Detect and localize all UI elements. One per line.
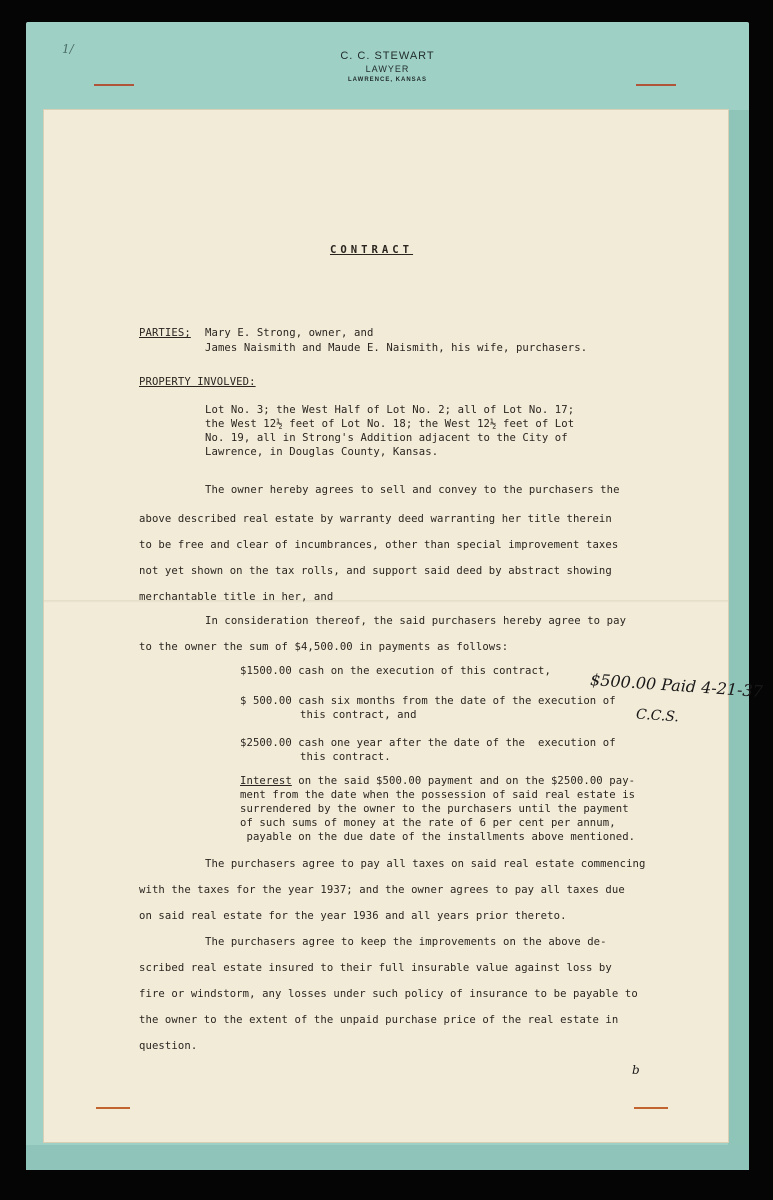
- property-line-3: No. 19, all in Strong's Addition adjacent to the City of: [205, 432, 568, 444]
- payment-3-line-2: this contract.: [300, 751, 391, 763]
- para2-line-2: to the owner the sum of $4,500.00 in payments as follows:: [139, 641, 509, 653]
- para1-line-4: not yet shown on the tax rolls, and support said deed by abstract showing: [139, 565, 612, 577]
- interest-line-4: of such sums of money at the rate of 6 per cent per annum,: [240, 817, 616, 829]
- payment-2-line-1: $ 500.00 cash six months from the date of the execution of: [240, 695, 616, 707]
- property-label: [139, 376, 256, 388]
- para3-line-2: with the taxes for the year 1937; and the owner agrees to pay all taxes due: [139, 884, 625, 896]
- payment-1: $1500.00 cash on the execution of this contract,: [240, 665, 551, 677]
- contract-heading-text: CONTRACT: [330, 244, 414, 256]
- folder-bottom-edge: [26, 1145, 749, 1170]
- parties-line-2: James Naismith and Maude E. Naismith, his wife, purchasers.: [205, 342, 588, 354]
- letterhead-name: C. C. STEWART: [340, 50, 435, 62]
- interest-line-5: payable on the due date of the installments above mentioned.: [240, 831, 636, 843]
- parties-label: [139, 327, 191, 339]
- parties-line-1: Mary E. Strong, owner, and: [205, 327, 374, 339]
- interest-line-3: surrendered by the owner to the purchasers until the payment: [240, 803, 629, 815]
- handwritten-payment-note: $500.00 Paid 4-21-37: [589, 669, 764, 702]
- para1-line-3: to be free and clear of incumbrances, other than special improvement taxes: [139, 539, 619, 551]
- para4-line-3: fire or windstorm, any losses under such policy of insurance to be payable to: [139, 988, 638, 1000]
- para1-line-1: The owner hereby agrees to sell and convey to the purchasers the: [205, 484, 620, 496]
- para3-line-1: The purchasers agree to pay all taxes on said real estate commencing: [205, 858, 646, 870]
- para4-line-1: The purchasers agree to keep the improvements on the above de-: [205, 936, 607, 948]
- bottom-rule-left: [96, 1107, 130, 1109]
- parties-label-text: PARTIES;: [139, 327, 191, 339]
- property-line-1: Lot No. 3; the West Half of Lot No. 2; all of Lot No. 17;: [205, 404, 575, 416]
- para4-line-2: scribed real estate insured to their full insurable value against loss by: [139, 962, 612, 974]
- interest-label: Interest: [240, 775, 292, 787]
- para4-line-5: question.: [139, 1040, 198, 1052]
- page-mark: b: [632, 1063, 640, 1077]
- interest-line-1-text: on the said $500.00 payment and on the $2500.00 pay-: [291, 775, 636, 787]
- payment-3-line-1: $2500.00 cash one year after the date of the execution of: [240, 737, 616, 749]
- payment-2-line-2: this contract, and: [300, 709, 417, 721]
- para3-line-3: on said real estate for the year 1936 and all years prior thereto.: [139, 910, 567, 922]
- para4-line-4: the owner to the extent of the unpaid purchase price of the real estate in: [139, 1014, 619, 1026]
- letterhead-title: LAWYER: [365, 64, 410, 74]
- para1-line-2: above described real estate by warranty deed warranting her title therein: [139, 513, 612, 525]
- handwritten-initials: C.C.S.: [635, 706, 680, 726]
- contract-heading: [330, 244, 413, 256]
- folder-side-edge: [728, 110, 749, 1145]
- interest-line-2: ment from the date when the possession of said real estate is: [240, 789, 636, 801]
- bottom-rule-right: [634, 1107, 668, 1109]
- letterhead-rule-right: [636, 84, 676, 86]
- property-label-text: PROPERTY INVOLVED:: [139, 376, 256, 388]
- para2-line-1: In consideration thereof, the said purchasers hereby agree to pay: [205, 615, 627, 627]
- property-line-2: the West 12½ feet of Lot No. 18; the West 12½ feet of Lot: [205, 418, 575, 430]
- letterhead-rule-left: [94, 84, 134, 86]
- corner-mark: 1/: [62, 42, 74, 56]
- letterhead-city: LAWRENCE, KANSAS: [347, 77, 427, 83]
- property-line-4: Lawrence, in Douglas County, Kansas.: [205, 446, 439, 458]
- para1-line-5: merchantable title in her, and: [139, 591, 334, 603]
- interest-line-1: [240, 775, 635, 787]
